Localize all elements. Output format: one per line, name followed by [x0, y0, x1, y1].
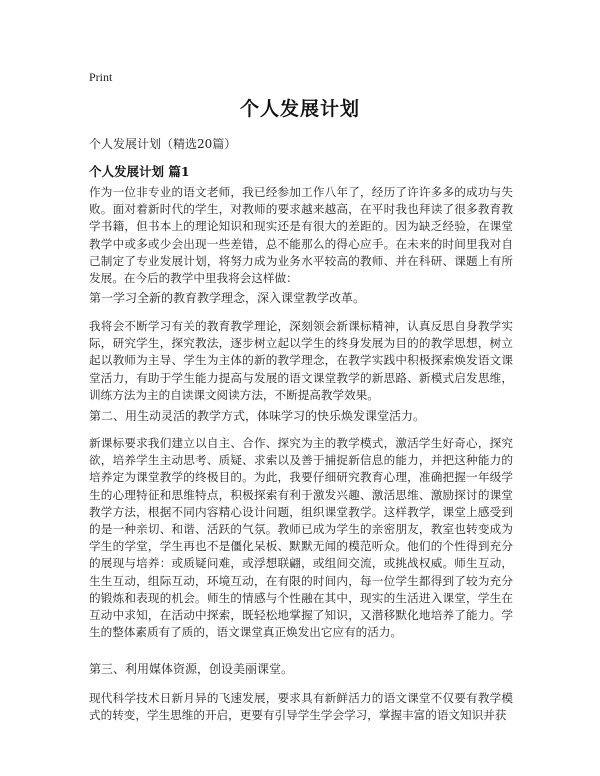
point-heading-3: 第三、利用媒体资源，创设美丽课堂。 — [89, 662, 294, 676]
print-link[interactable]: Print — [89, 70, 113, 84]
section-heading: 个人发展计划 篇1 — [89, 164, 190, 179]
paragraph-point-3: 现代科学技术日新月异的飞速发展，要求具有新鲜活力的语文课堂不仅要有教学模式的转变，学生思维的开启，更要有引导学生学会学习，掌握丰富的语文知识并获 — [89, 691, 513, 723]
document-subtitle: 个人发展计划（精选20篇） — [89, 137, 237, 151]
point-heading-1: 第一学习全新的教育教学理念，深入课堂教学改革。 — [89, 291, 366, 305]
paragraph-point-1: 我将会不断学习有关的教育教学理论，深刻领会新课标精神，认真反思自身教学实际，研究学生，探究教法，逐步树立起以学生的终身发展为目的的教学思想，树立起以教师为主导、学生为主体的新的教学理念，在教学实践中积极探索焕发语文课堂活力，有助于学生能力提高与发展的语文课堂教学的新思路、新模式启发思维，训练方法为主的自读课文阅读方法，不断提高教学效果。 — [89, 319, 513, 402]
document-title: 个人发展计划 — [239, 98, 360, 120]
point-heading-2: 第二、用生动灵活的教学方式，体味学习的快乐焕发课堂活力。 — [89, 409, 426, 423]
paragraph-intro: 作为一位非专业的语文老师，我已经参加工作八年了，经历了许许多多的成功与失败。面对着新时代的学生，对教师的要求越来越高，在平时我也拜读了很多教育教学书籍，但书本上的理论知识和现实还是有很大的差距的。因为缺乏经验，在课堂教学中或多或少会出现一些差错，总不能那么的得心应手。在未来的时间里我对自己制定了专业发展计划，将努力成为业务水平较高的教师、并在科研、课题上有所发展。在今后的教学中里我将会这样做： — [89, 185, 513, 286]
paragraph-point-2: 新课标要求我们建立以自主、合作、探究为主的教学模式，激活学生好奇心，探究欲，培养学生主动思考、质疑、求索以及善于捕捉新信息的能力，并把这种能力的培养定为课堂教学的终极目的。为此，我要仔细研究教育心理，准确把握一年级学生的心理特征和思维特点，积极探索有利于激发兴趣、激活思维、激励探讨的课堂教学方法，根据不同内容精心设计问题，组织课堂教学。这样教学，课堂上感受到的是一种亲切、和谐、活跃的气氛。教师已成为学生的亲密朋友，教室也转变成为学生的学堂，学生再也不是僵化呆板、默默无闻的模范听众。他们的个性得到充分的展现与培养：或质疑问难，或浮想联翩，或组间交流，或挑战权威。师生互动，生生互动，组际互动，环境互动，在有限的时间内，每一位学生都得到了较为充分的锻炼和表现的机会。师生的情感与个性融在其中，现实的生活进入课堂，学生在互动中求知，在活动中探索，既轻松地掌握了知识，又潜移默化地培养了能力。学生的整体素质有了质的，语文课堂真正焕发出它应有的活力。 — [89, 436, 513, 640]
